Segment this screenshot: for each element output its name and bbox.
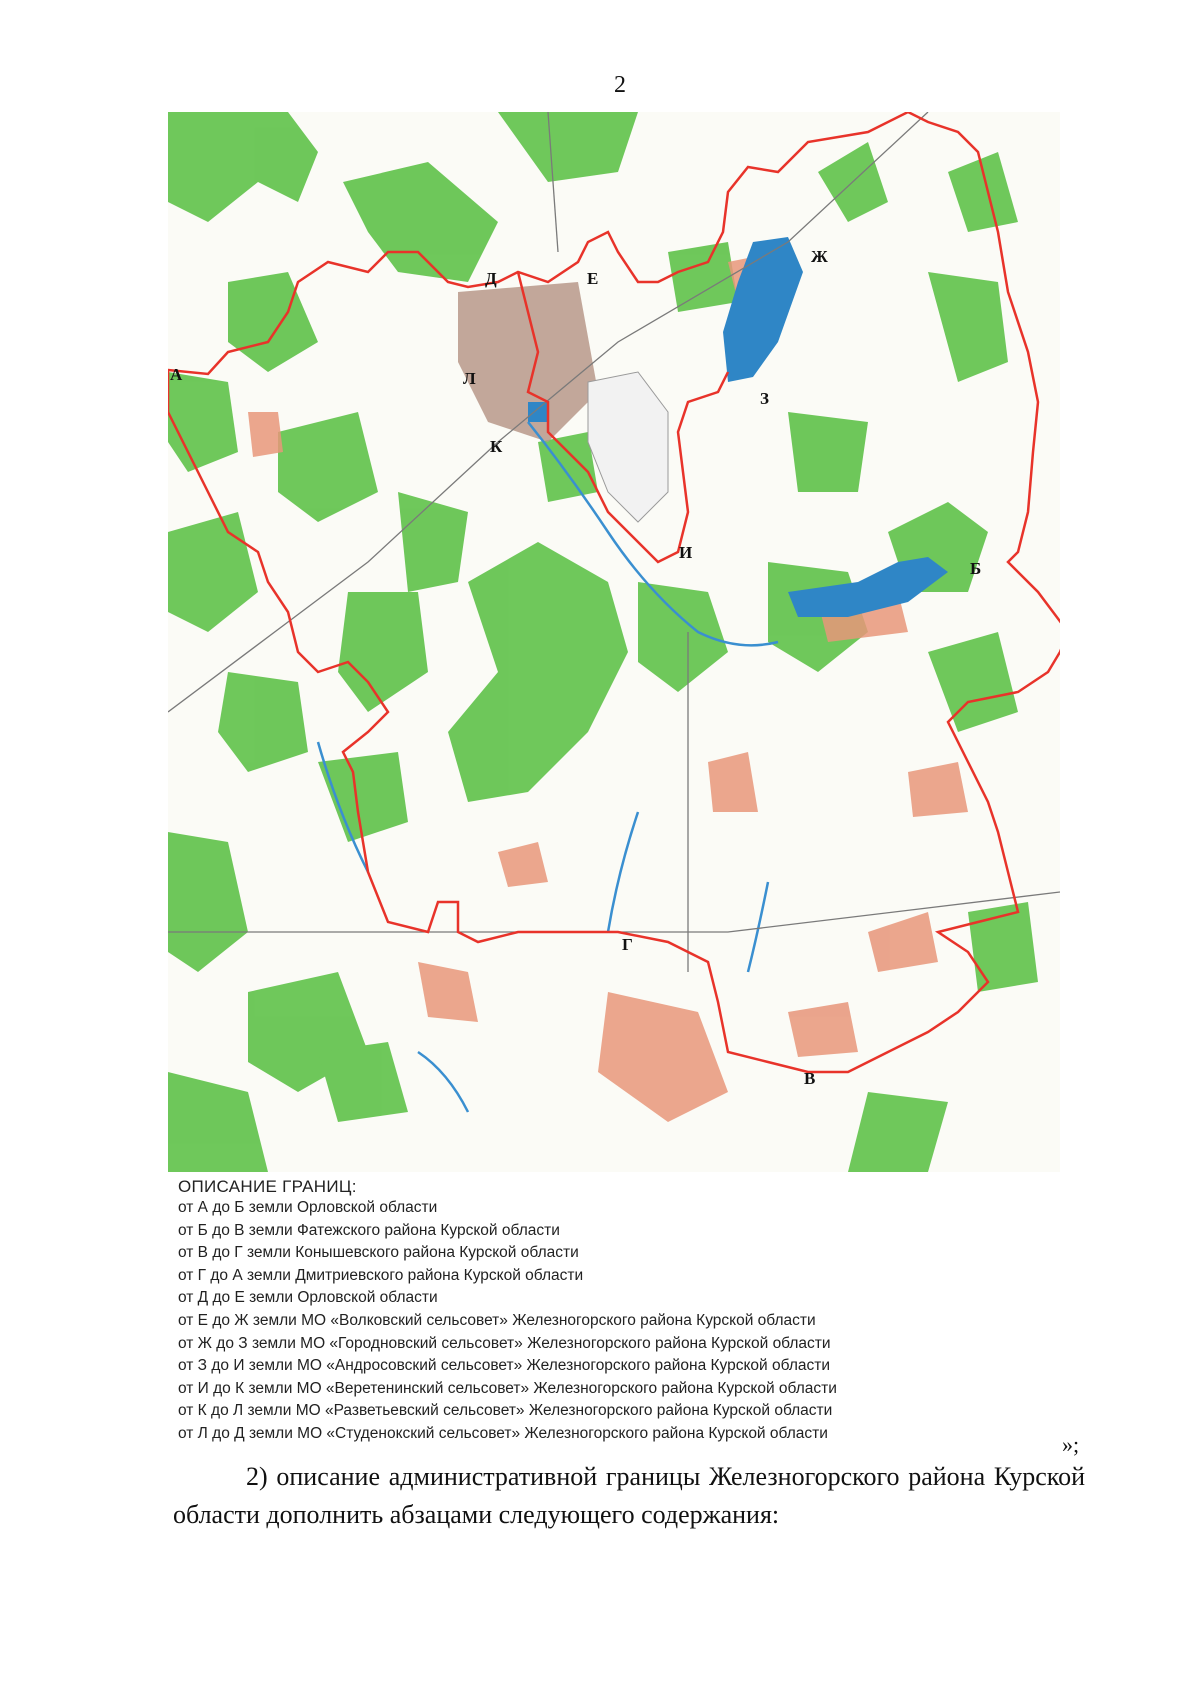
legend-line: от Д до Е земли Орловской области bbox=[178, 1289, 438, 1307]
label-g: Г bbox=[622, 935, 633, 954]
legend-line: от Г до А земли Дмитриевского района Курской области bbox=[178, 1266, 584, 1284]
label-zh: Ж bbox=[811, 247, 828, 266]
label-l: Л bbox=[463, 369, 476, 388]
legend-line: от В до Г земли Конышевского района Курской области bbox=[178, 1244, 579, 1262]
legend-line: от Б до В земли Фатежского района Курской области bbox=[178, 1221, 560, 1239]
body-paragraph: 2) описание административной границы Железногорского района Курской области дополнить абзацами следующего содержания: bbox=[173, 1462, 1085, 1529]
label-a: А bbox=[170, 365, 183, 384]
boundary-legend bbox=[178, 1176, 1078, 1446]
label-v: В bbox=[804, 1069, 816, 1088]
legend-line: от К до Л земли МО «Разветьевский сельсовет» Железногорского района Курской области bbox=[178, 1402, 833, 1420]
legend-line: от З до И земли МО «Андросовский сельсовет» Железногорского района Курской области bbox=[178, 1357, 830, 1375]
map-canvas bbox=[168, 112, 1060, 1172]
label-k: К bbox=[490, 437, 503, 456]
label-i: И bbox=[679, 543, 693, 562]
district-map bbox=[168, 112, 1060, 1172]
label-b: Б bbox=[970, 559, 982, 578]
label-e: Е bbox=[587, 269, 599, 288]
legend-line: от Ж до З земли МО «Городновский сельсовет» Железногорского района Курской области bbox=[178, 1334, 831, 1352]
page-number: 2 bbox=[614, 72, 626, 98]
closing-quote: »; bbox=[1062, 1432, 1080, 1457]
legend-line: от И до К земли МО «Веретенинский сельсовет» Железногорского района Курской области bbox=[178, 1379, 837, 1397]
legend-line: от Л до Д земли МО «Студенокский сельсовет» Железногорского района Курской области bbox=[178, 1424, 828, 1442]
label-z: З bbox=[760, 389, 769, 408]
legend-line: от Е до Ж земли МО «Волковский сельсовет» Железногорского района Курской области bbox=[178, 1311, 816, 1329]
label-d: Д bbox=[485, 269, 497, 288]
legend-title: ОПИСАНИЕ ГРАНИЦ: bbox=[178, 1177, 357, 1196]
legend-line: от А до Б земли Орловской области bbox=[178, 1199, 438, 1216]
